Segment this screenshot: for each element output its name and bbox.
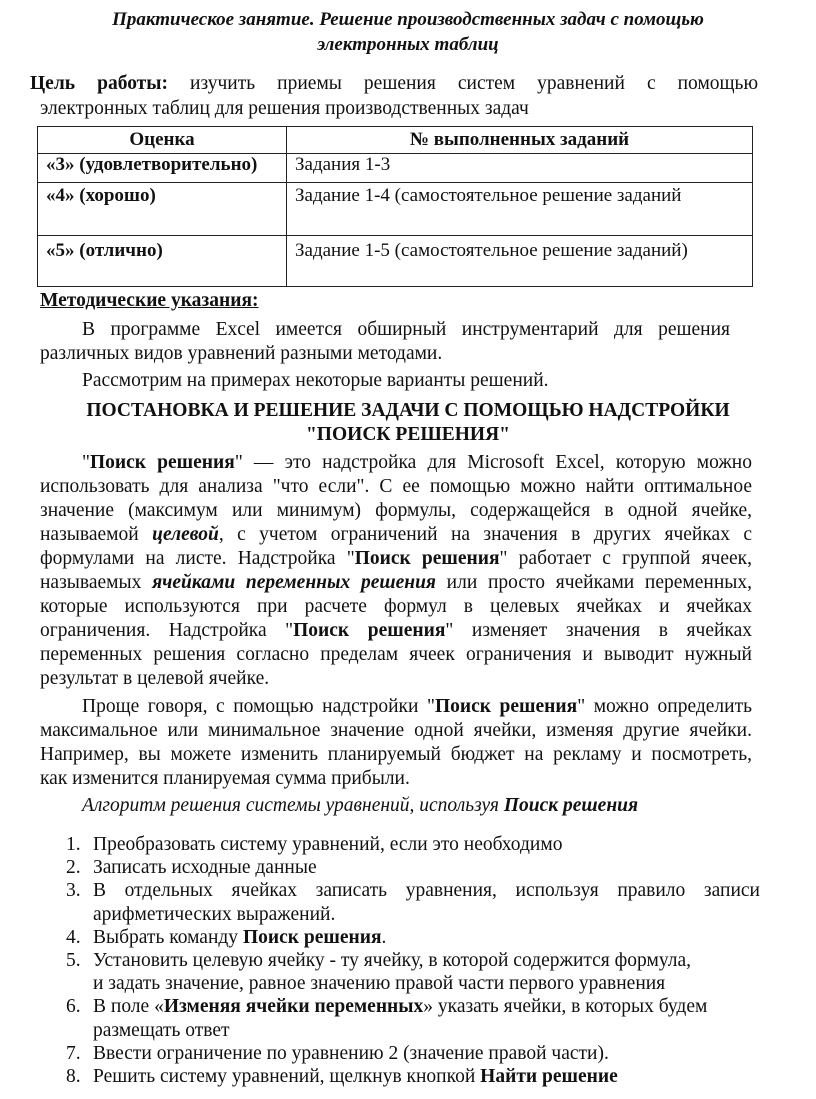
- methodical-p2: Рассмотрим на примерах некоторые варианты решений.: [82, 370, 549, 391]
- section-heading-line-2: "ПОИСК РЕШЕНИЯ": [305, 424, 510, 445]
- table-cell-grade: «5» (отлично): [38, 236, 287, 287]
- goal-text-1: изучить приемы решения систем уравнений с помощью: [190, 73, 759, 94]
- para1-line-9: переменных решения согласно пределам ячеек ограничения и выводит нужный: [40, 644, 752, 665]
- variable-cells-term: ячейками переменных решения: [152, 572, 436, 593]
- algorithm-title: Алгоритм решения системы уравнений, используя Поиск решения: [82, 795, 639, 816]
- goal-label: Цель работы:: [30, 73, 168, 94]
- table-cell-tasks: Задания 1-3: [287, 154, 753, 183]
- table-header-grade: Оценка: [38, 127, 287, 154]
- methodical-heading: Методические указания:: [40, 290, 259, 311]
- solver-term: Поиск решения: [293, 620, 446, 641]
- algorithm-steps-list: [40, 833, 760, 1088]
- para2-line-4: как изменится планируемая сумма прибыли.: [40, 768, 410, 789]
- list-item: 2. Записать исходные данные: [66, 857, 317, 879]
- para2-line-3: Например, вы можете изменить планируемый бюджет на рекламу и посмотреть,: [40, 744, 752, 765]
- para2-line-1: Проще говоря, с помощью надстройки "Поиск решения" можно определить: [82, 696, 752, 717]
- para1-line-3: значение (максимум или минимум) формулы, содержащейся в одной ячейке,: [40, 500, 752, 521]
- doc-title-line-1: Практическое занятие. Решение производственных задач с помощью: [112, 9, 704, 30]
- goal-line-2: электронных таблиц для решения производственных задач: [40, 98, 529, 119]
- table-row: [38, 154, 753, 183]
- list-item: 6. В поле «Изменяя ячейки переменных» указать ячейки, в которых будем размещать ответ: [66, 996, 708, 1041]
- methodical-p1-line-2: различных видов уравнений разными методами.: [40, 343, 443, 364]
- para1-line-4: называемой целевой, с учетом ограничений на значения в других ячейках с: [40, 524, 752, 545]
- table-cell-tasks: Задание 1-5 (самостоятельное решение заданий): [287, 236, 753, 287]
- para1-line-5: формулами на листе. Надстройка "Поиск решения" работает с группой ячеек,: [40, 548, 752, 569]
- list-item: 8. Решить систему уравнений, щелкнув кнопкой Найти решение: [66, 1066, 618, 1088]
- table-cell-grade: «3» (удовлетворительно): [38, 154, 287, 183]
- table-row: [38, 236, 753, 287]
- goal-line-1: [30, 72, 758, 96]
- solver-term: Поиск решения: [354, 548, 500, 569]
- table-cell-tasks: Задание 1-4 (самостоятельное решение заданий: [287, 183, 753, 236]
- target-term: целевой: [152, 524, 219, 545]
- para1-line-6: называемых ячейками переменных решения или просто ячейками переменных,: [40, 572, 753, 593]
- methodical-p1-line-1: В программе Excel имеется обширный инструментарий для решения: [82, 319, 730, 340]
- para1-line-8: ограничения. Надстройка "Поиск решения" изменяет значения в ячейках: [40, 620, 752, 641]
- list-item: 3. В отдельных ячейках записать уравнения, используя правило записи арифметических выражений.: [66, 880, 760, 925]
- para2-line-2: максимальное или минимальное значение одной ячейки, изменяя другие ячейки.: [40, 720, 752, 741]
- table-row: [38, 183, 753, 236]
- table-header-row: [38, 127, 753, 154]
- grade-table: [37, 126, 753, 287]
- para1-line-10: результат в целевой ячейке.: [40, 668, 270, 689]
- section-heading-line-1: ПОСТАНОВКА И РЕШЕНИЕ ЗАДАЧИ С ПОМОЩЬЮ НАДСТРОЙКИ: [86, 400, 730, 421]
- solver-term: Поиск решения: [434, 696, 578, 717]
- para1-line-7: которые используются при расчете формул в целевых ячейках и ячейках: [40, 596, 752, 617]
- table-cell-grade: «4» (хорошо): [38, 183, 287, 236]
- doc-title-line-2: электронных таблиц: [317, 34, 499, 55]
- solver-term: Поиск решения: [89, 452, 235, 473]
- list-item: 7. Ввести ограничение по уравнению 2 (значение правой части).: [66, 1042, 609, 1064]
- para1-line-1: "Поиск решения" — это надстройка для Microsoft Excel, которую можно: [82, 452, 752, 473]
- para1-line-2: использовать для анализа "что если". С ее помощью можно найти оптимальное: [40, 476, 752, 497]
- list-item: 5. Установить целевую ячейку - ту ячейку, в которой содержится формула, и задать значение, равное значению правой части первого уравнения: [66, 950, 691, 995]
- list-item: 1. Преобразовать систему уравнений, если это необходимо: [66, 834, 563, 855]
- table-header-tasks: № выполненных заданий: [287, 127, 753, 154]
- list-item: 4. Выбрать команду Поиск решения.: [66, 926, 387, 948]
